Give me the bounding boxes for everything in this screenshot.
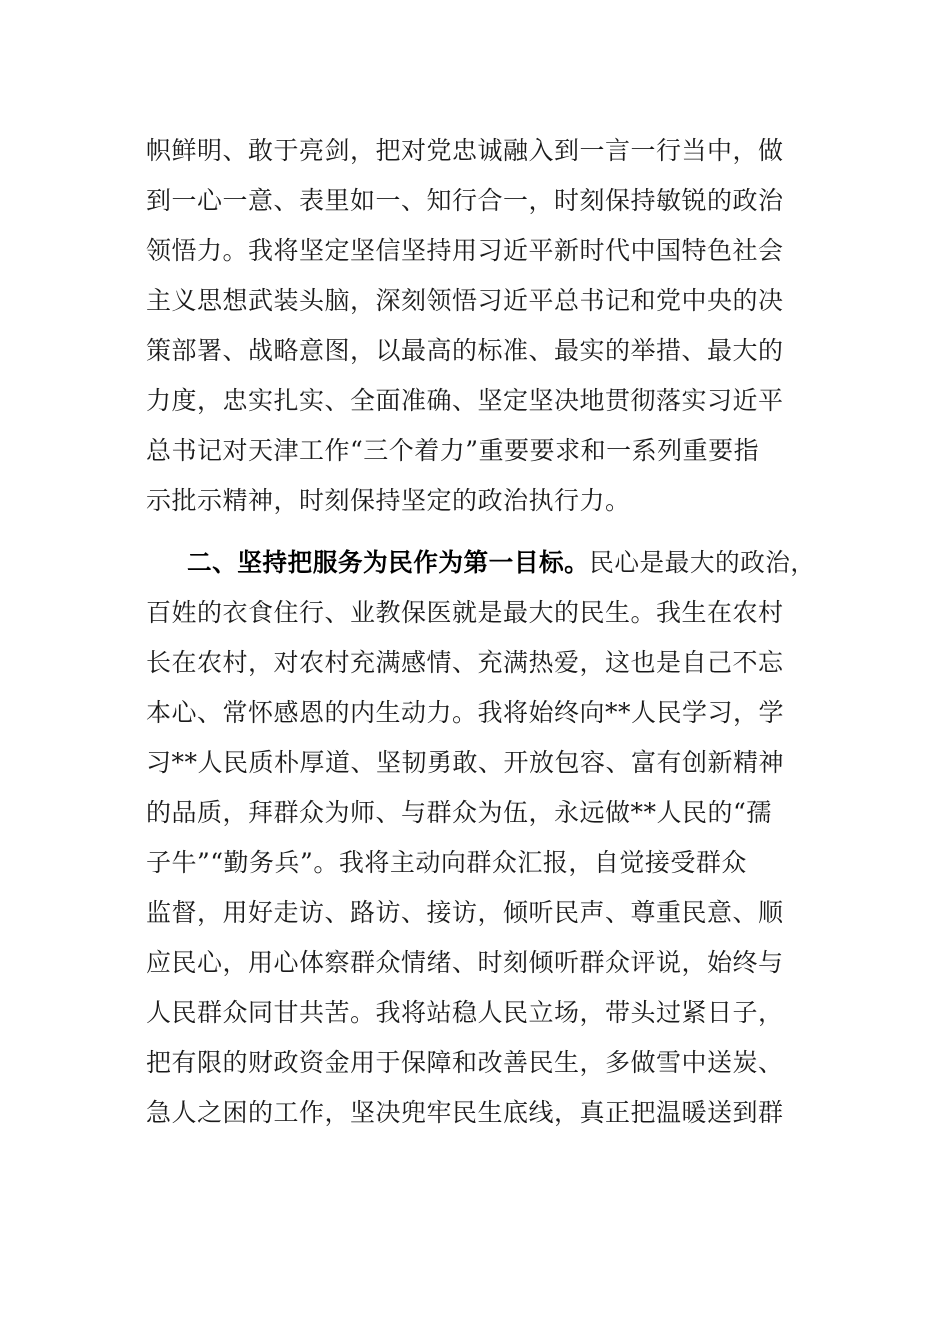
section-heading: 二、坚持把服务为民作为第一目标。 [187,548,590,577]
paragraph-line: 本心、常怀感恩的内生动力。我将始终向**人民学习，学 [146,698,785,727]
paragraph-line: 总书记对天津工作“三个着力”重要要求和一系列重要指 [146,436,760,465]
paragraph-line: 领悟力。我将坚定坚信坚持用习近平新时代中国特色社会 [146,236,784,265]
paragraph-line: 的品质，拜群众为师、与群众为伍，永远做**人民的“孺 [146,798,772,827]
paragraph-line: 策部署、战略意图，以最高的标准、最实的举措、最大的 [146,336,784,365]
paragraph-line: 帜鲜明、敢于亮剑，把对党忠诚融入到一言一行当中，做 [146,136,784,165]
paragraph-line: 监督，用好走访、路访、接访，倾听民声、尊重民意、顺 [146,898,784,927]
paragraph-line: 人民群众同甘共苦。我将站稳人民立场，带头过紧日子， [146,998,784,1027]
paragraph-line: 主义思想武装头脑，深刻领悟习近平总书记和党中央的决 [146,286,784,315]
section-first-line-text: 民心是最大的政治， [589,548,816,577]
paragraph-line: 习**人民质朴厚道、坚韧勇敢、开放包容、富有创新精神 [146,748,785,777]
paragraph-line: 子牛”“勤务兵”。我将主动向群众汇报，自觉接受群众 [146,848,747,877]
paragraph-line: 应民心，用心体察群众情绪、时刻倾听群众评说，始终与 [146,948,784,977]
paragraph-line: 到一心一意、表里如一、知行合一，时刻保持敏锐的政治 [146,186,784,215]
paragraph-line: 把有限的财政资金用于保障和改善民生，多做雪中送炭、 [146,1048,784,1077]
paragraph-line: 示批示精神，时刻保持坚定的政治执行力。 [146,486,631,515]
section-first-line [187,543,816,583]
paragraph-line: 急人之困的工作，坚决兜牢民生底线，真正把温暖送到群 [146,1098,784,1127]
paragraph-line: 力度，忠实扎实、全面准确、坚定坚决地贯彻落实习近平 [146,386,784,415]
paragraph-line: 长在农村，对农村充满感情、充满热爱，这也是自己不忘 [146,648,784,677]
paragraph-line: 百姓的衣食住行、业教保医就是最大的民生。我生在农村 [146,598,784,627]
